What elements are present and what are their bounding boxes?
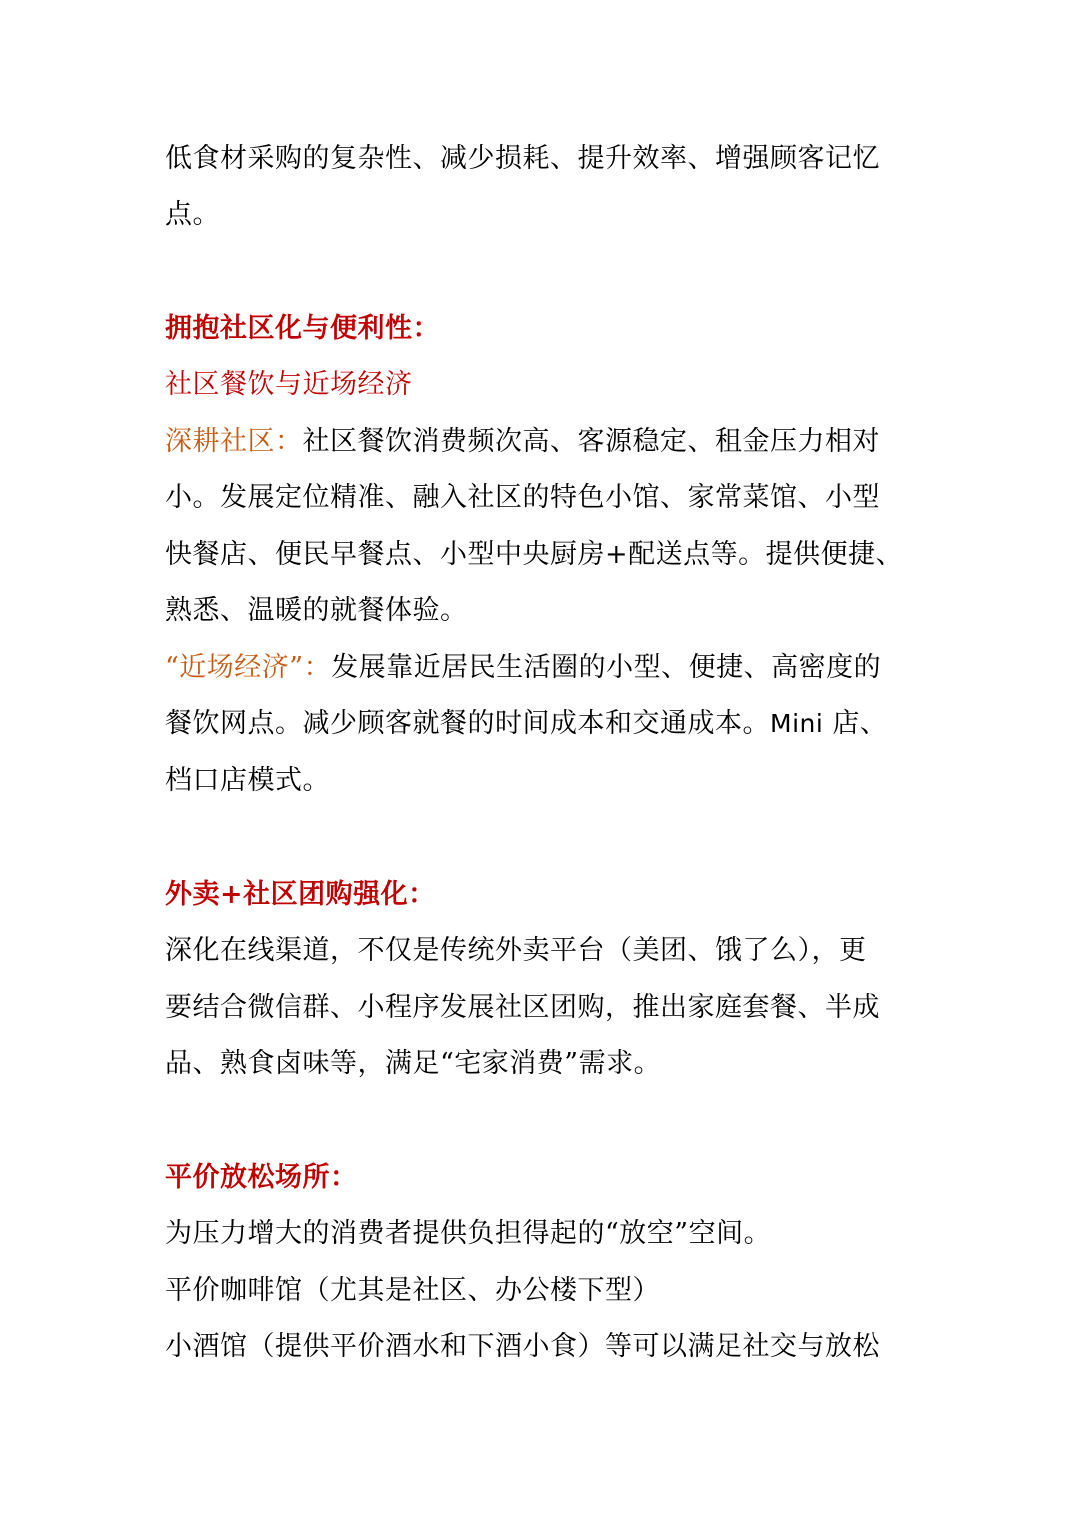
near-economy-line-2-text: 餐饮网点。减少顾客就餐的时间成本和交通成本。 — [165, 708, 770, 739]
deep-community-paragraph-line-1 — [165, 422, 925, 462]
near-economy-line-3: 档口店模式。 — [165, 765, 330, 796]
delivery-line-3: 品、熟食卤味等，满足“宅家消费”需求。 — [165, 1048, 662, 1079]
near-economy-label: “近场经济”： — [165, 652, 332, 683]
community-heading: 拥抱社区化与便利性： — [165, 313, 440, 344]
deep-community-label: 深耕社区： — [165, 426, 303, 457]
delivery-line-2: 要结合微信群、小程序发展社区团购，推出家庭套餐、半成 — [165, 992, 880, 1023]
near-economy-mini: Mini — [770, 709, 824, 738]
relax-line-2: 平价咖啡馆（尤其是社区、办公楼下型） — [165, 1275, 660, 1306]
deep-community-line-3: 快餐店、便民早餐点、小型中央厨房+配送点等。提供便捷、 — [165, 539, 904, 570]
document-page — [165, 0, 920, 1528]
delivery-heading: 外卖+社区团购强化： — [165, 879, 436, 910]
near-economy-paragraph-line-1 — [165, 648, 925, 688]
near-economy-line-2 — [165, 704, 925, 744]
intro-line-2: 点。 — [165, 199, 220, 230]
relax-line-1: 为压力增大的消费者提供负担得起的“放空”空间。 — [165, 1218, 772, 1249]
near-economy-text: 发展靠近居民生活圈的小型、便捷、高密度的 — [331, 652, 882, 683]
deep-community-line-2: 小。发展定位精准、融入社区的特色小馆、家常菜馆、小型 — [165, 482, 880, 513]
intro-line-1: 低食材采购的复杂性、减少损耗、提升效率、增强顾客记忆 — [165, 143, 880, 174]
community-subheading: 社区餐饮与近场经济 — [165, 369, 413, 400]
deep-community-line-4: 熟悉、温暖的就餐体验。 — [165, 595, 468, 626]
near-economy-line-2-end: 店、 — [823, 708, 888, 739]
delivery-line-1: 深化在线渠道，不仅是传统外卖平台（美团、饿了么），更 — [165, 935, 867, 966]
relax-line-3: 小酒馆（提供平价酒水和下酒小食）等可以满足社交与放松 — [165, 1331, 880, 1362]
relax-heading: 平价放松场所： — [165, 1162, 358, 1193]
deep-community-text: 社区餐饮消费频次高、客源稳定、租金压力相对 — [302, 426, 880, 457]
